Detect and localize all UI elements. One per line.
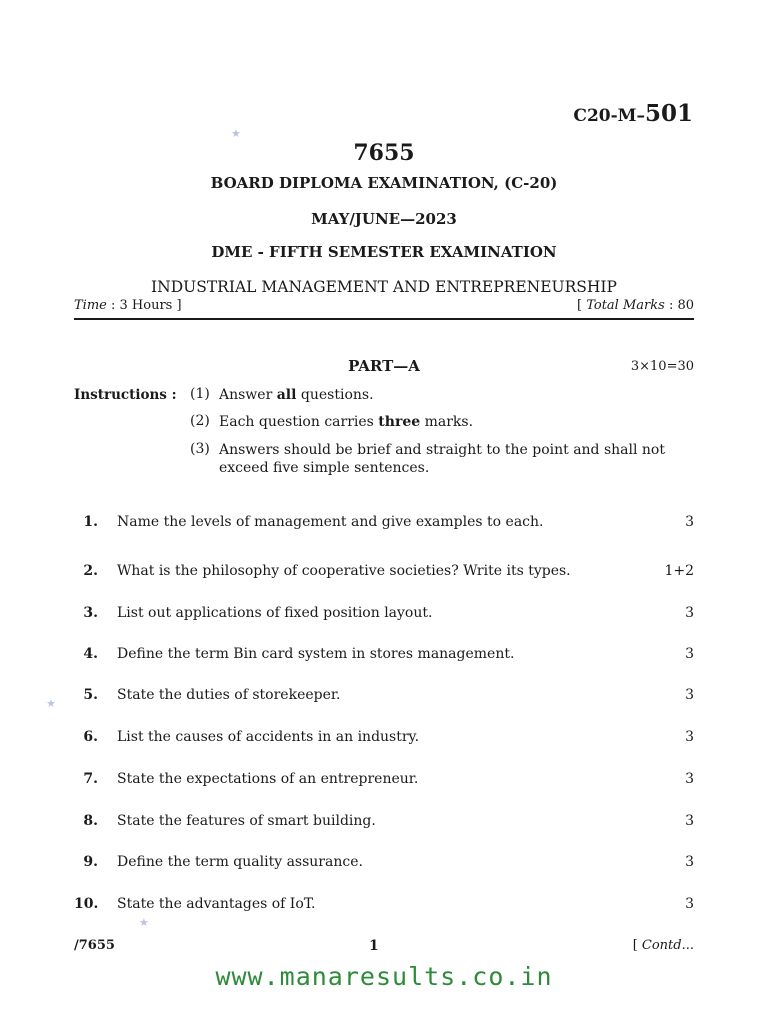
question-number: 9. [83,854,98,870]
paper-code [573,100,693,127]
total-marks-label: Total Marks [586,298,665,313]
footer-continued [633,938,694,954]
exam-title: DME - FIFTH SEMESTER EXAMINATION [211,243,557,261]
question-item [74,854,694,870]
question-marks: 3 [685,605,694,621]
question-text: State the features of smart building. [117,813,376,829]
question-text: Define the term quality assurance. [117,854,363,870]
question-number: 3. [83,605,98,621]
part-title: PART—A [348,357,420,375]
question-number: 7. [83,771,98,787]
instruction-text [219,386,690,404]
time-info [74,298,182,313]
question-text: List out applications of fixed position layout. [117,605,433,621]
question-item [74,771,694,787]
instruction-text [219,441,690,477]
question-number: 1. [83,514,98,530]
time-marks-row [74,298,694,313]
board-line: BOARD DIPLOMA EXAMINATION, (C-20) [210,174,558,192]
instruction-item [190,386,690,404]
question-item [74,514,694,530]
instruction-number: (1) [190,386,210,402]
time-value: : 3 Hours ] [111,298,182,313]
question-marks: 3 [685,514,694,530]
question-marks: 3 [685,813,694,829]
paper-code-prefix: C20-M– [573,106,645,126]
question-marks: 3 [685,646,694,662]
question-item [74,896,694,912]
instruction-text-pre: Answers should be brief and straight to the point and shall not exceed five simple sentences. [219,442,665,476]
question-number: 8. [83,813,98,829]
decorative-star-icon: ★ [46,697,56,710]
question-text: Name the levels of management and give examples to each. [117,514,544,530]
question-item [74,729,694,745]
question-number: 4. [83,646,98,662]
question-marks: 3 [685,687,694,703]
subject-title: INDUSTRIAL MANAGEMENT AND ENTREPRENEURSHIP [151,278,617,296]
total-marks-info [577,298,694,313]
part-marks: 3×10=30 [630,359,694,374]
instructions-label: Instructions : [74,387,177,403]
exam-session: MAY/JUNE—2023 [311,210,457,228]
decorative-star-icon: ★ [231,127,241,140]
question-item [74,605,694,621]
question-text: State the advantages of IoT. [117,896,316,912]
decorative-star-icon: ★ [139,916,149,929]
paper-number: 7655 [353,140,415,166]
question-item [74,646,694,662]
question-marks: 3 [685,729,694,745]
question-marks: 3 [685,896,694,912]
instruction-text-bold: all [276,387,297,403]
question-marks: 3 [685,771,694,787]
instruction-item [190,413,690,431]
question-text: What is the philosophy of cooperative societies? Write its types. [117,563,571,579]
header-divider [74,318,694,320]
question-number: 5. [83,687,98,703]
question-marks: 3 [685,854,694,870]
total-marks-open: [ [577,298,583,313]
question-text: List the causes of accidents in an industry. [117,729,420,745]
page-footer [74,938,694,954]
question-marks: 1+2 [664,563,694,579]
footer-continued-text: Contd... [641,938,694,953]
question-text: State the expectations of an entrepreneur. [117,771,419,787]
instruction-number: (3) [190,441,210,457]
question-text: State the duties of storekeeper. [117,687,341,703]
instruction-number: (2) [190,413,210,429]
question-number: 2. [83,563,98,579]
instruction-text-bold: three [378,414,421,430]
instruction-text-pre: Answer [219,387,277,403]
footer-paper-number: /7655 [74,938,115,953]
question-item [74,813,694,829]
instruction-item [190,441,690,477]
question-text: Define the term Bin card system in stores management. [117,646,515,662]
question-number: 10. [74,896,99,912]
question-item [74,563,694,579]
page-number: 1 [368,938,379,954]
instruction-text-post: marks. [420,414,474,430]
question-item [74,687,694,703]
instruction-text-post: questions. [296,387,374,403]
time-label: Time [74,298,107,313]
footer-continued-open: [ [632,938,638,953]
site-watermark: www.manaresults.co.in [215,962,553,991]
instruction-text-pre: Each question carries [219,414,379,430]
instruction-text [219,413,690,431]
question-number: 6. [83,729,98,745]
total-marks-value: : 80 [668,298,694,313]
paper-code-number: 501 [644,100,693,127]
